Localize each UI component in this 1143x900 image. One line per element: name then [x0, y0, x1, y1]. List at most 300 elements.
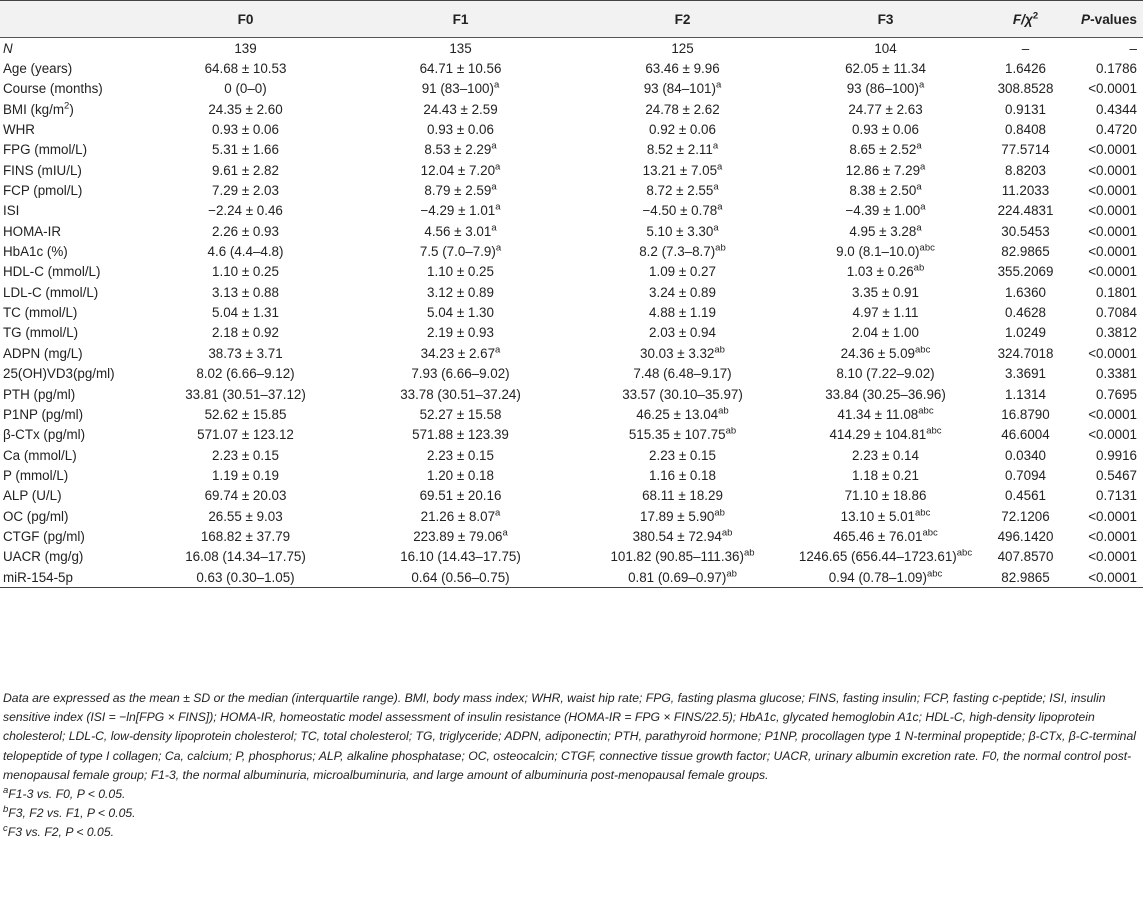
cell-value: 41.34 ± 11.08: [837, 406, 919, 422]
cell-f0: [140, 343, 351, 363]
table-row: [0, 343, 1143, 363]
cell-value: 414.29 ± 104.81: [829, 427, 927, 443]
cell-f3: [795, 364, 976, 384]
cell-p-value: 0.7695: [1096, 386, 1137, 402]
header-label: [0, 1, 140, 38]
cell-stat: 72.1206: [1001, 508, 1050, 524]
cell-stat: 1.6360: [1005, 284, 1046, 300]
significance-mark: a: [715, 79, 722, 91]
cell-value: 7.93 (6.66–9.02): [411, 366, 510, 382]
table-row: [0, 99, 1143, 119]
significance-mark: a: [916, 222, 922, 234]
cell-f0: [140, 262, 351, 282]
cell-value: 24.35 ± 2.60: [208, 101, 283, 117]
cell-stat: 0.8408: [1005, 122, 1046, 138]
cell-f0: [140, 79, 351, 99]
row-label: [0, 526, 140, 546]
significance-mark: ab: [714, 507, 725, 519]
cell-p-value: <0.0001: [1088, 427, 1137, 443]
cell-p-value: 0.4720: [1096, 122, 1137, 138]
cell-value: 0.64 (0.56–0.75): [411, 569, 510, 585]
cell-stat: 496.1420: [997, 528, 1054, 544]
table-row: [0, 323, 1143, 343]
significance-mark: ab: [725, 425, 737, 437]
row-label: [0, 343, 140, 363]
cell-f2: [570, 221, 795, 241]
cell-value: 33.78 (30.51–37.24): [400, 386, 521, 402]
row-label-text: miR-154-5p: [3, 569, 73, 585]
table-row: [0, 79, 1143, 99]
cell-f3: [795, 302, 976, 322]
cell-f1: [351, 140, 570, 160]
cell-value: 13.21 ± 7.05: [642, 162, 718, 178]
row-label: [0, 99, 140, 119]
cell-f3: [795, 79, 976, 99]
cell-f3: [795, 221, 976, 241]
cell-value: 5.04 ± 1.30: [427, 305, 494, 321]
row-label-text: TG (mmol/L): [3, 325, 79, 341]
cell-p-value: <0.0001: [1075, 567, 1143, 588]
cell-f1: [351, 465, 570, 485]
cell-f1: [351, 323, 570, 343]
cell-value: 3.24 ± 0.89: [649, 284, 716, 300]
row-label: [0, 302, 140, 322]
cell-stat: 1.6426: [1005, 61, 1046, 77]
cell-value: 71.10 ± 18.86: [844, 488, 927, 504]
cell-value: 91 (83–100): [421, 81, 494, 97]
cell-f0: [140, 486, 351, 506]
significance-mark: a: [495, 344, 501, 356]
cell-f2: [570, 323, 795, 343]
cell-value: 93 (86–100): [846, 81, 919, 97]
cell-p-value: <0.0001: [1088, 203, 1137, 219]
row-label: [0, 221, 140, 241]
cell-f0: [140, 99, 351, 119]
cell-p-value: <0.0001: [1088, 528, 1137, 544]
cell-f1: [351, 282, 570, 302]
cell-p-value: <0.0001: [1088, 549, 1137, 565]
cell-f2: [570, 445, 795, 465]
cell-f0: [140, 119, 351, 139]
cell-f3: [795, 119, 976, 139]
cell-f2: [570, 506, 795, 526]
cell-p-value: 0.1786: [1096, 61, 1137, 77]
header-f2: F2: [570, 1, 795, 38]
cell-value: 7.48 (6.48–9.17): [633, 366, 732, 382]
cell-value: 24.78 ± 2.62: [645, 101, 720, 117]
table-row: [0, 465, 1143, 485]
cell-stat: 30.5453: [1001, 223, 1050, 239]
row-label: [0, 486, 140, 506]
cell-value: 0.93 ± 0.06: [427, 122, 494, 138]
significance-mark: a: [920, 161, 926, 173]
cell-f1: [351, 221, 570, 241]
significance-mark: abc: [956, 547, 973, 559]
cell-value: 12.86 ± 7.29: [845, 162, 921, 178]
row-label-text: ALP (U/L): [3, 488, 62, 504]
cell-f1: [351, 99, 570, 119]
cell-p-value: <0.0001: [1088, 162, 1137, 178]
cell-value: 3.13 ± 0.88: [212, 284, 279, 300]
cell-p-value: 0.4344: [1096, 101, 1137, 117]
cell-f0: [140, 160, 351, 180]
cell-value: 69.51 ± 20.16: [419, 488, 502, 504]
cell-value: 1.03 ± 0.26: [846, 264, 914, 280]
cell-value: 104: [874, 40, 897, 56]
cell-value: 33.84 (30.25–36.96): [825, 386, 946, 402]
table-row: [0, 160, 1143, 180]
cell-value: 64.71 ± 10.56: [419, 61, 502, 77]
row-label-text: FINS (mIU/L): [3, 162, 82, 178]
cell-value: 16.10 (14.43–17.75): [400, 549, 521, 565]
cell-f1: [351, 262, 570, 282]
cell-value: 8.52 ± 2.11: [646, 142, 713, 158]
cell-f1: [351, 384, 570, 404]
footnote-a-mark: a: [3, 784, 9, 796]
cell-p-value: <0.0001: [1088, 142, 1137, 158]
cell-value: 168.82 ± 37.79: [200, 528, 291, 544]
cell-value: 571.07 ± 123.12: [197, 427, 294, 443]
cell-stat: –: [1021, 40, 1030, 56]
cell-f2: [570, 180, 795, 200]
row-label-text: OC (pg/ml): [3, 508, 69, 524]
cell-value: 93 (84–101): [643, 81, 716, 97]
cell-f3: [795, 506, 976, 526]
row-label-text: LDL-C (mmol/L): [3, 284, 99, 300]
cell-value: 101.82 (90.85–111.36): [610, 549, 744, 565]
cell-value: 8.65 ± 2.52: [849, 142, 917, 158]
cell-value: 380.54 ± 72.94: [632, 528, 722, 544]
row-label-text: TC (mmol/L): [3, 305, 78, 321]
cell-f1: [351, 445, 570, 465]
cell-f0: [140, 547, 351, 567]
table-row: [0, 567, 1143, 588]
cell-value: 1.16 ± 0.18: [649, 467, 716, 483]
cell-f1: [351, 425, 570, 445]
cell-value: 125: [671, 40, 694, 56]
cell-value: 1.10 ± 0.25: [427, 264, 494, 280]
cell-f2: [570, 302, 795, 322]
significance-mark: a: [713, 222, 719, 234]
cell-value: 1.18 ± 0.21: [852, 467, 919, 483]
row-label: [0, 262, 140, 282]
cell-stat: 0.7094: [1005, 467, 1046, 483]
footnote-b-mark: b: [3, 804, 9, 816]
significance-mark: abc: [919, 242, 935, 254]
table-row: [0, 302, 1143, 322]
cell-f0: [140, 140, 351, 160]
cell-f1: [351, 364, 570, 384]
row-label: [0, 119, 140, 139]
cell-value: 33.81 (30.51–37.12): [185, 386, 306, 402]
cell-value: 26.55 ± 9.03: [208, 508, 283, 524]
cell-f3: [795, 282, 976, 302]
row-label: [0, 58, 140, 78]
cell-stat: 0.0340: [1005, 447, 1046, 463]
cell-f2: [570, 140, 795, 160]
cell-stat: 308.8528: [997, 81, 1054, 97]
row-label: [0, 465, 140, 485]
cell-value: 2.26 ± 0.93: [212, 223, 279, 239]
cell-value: 8.02 (6.66–9.12): [196, 366, 295, 382]
row-label: [0, 180, 140, 200]
cell-value: 2.23 ± 0.15: [649, 447, 716, 463]
cell-value: 9.61 ± 2.82: [212, 162, 279, 178]
cell-f1: [351, 302, 570, 322]
row-label-text: FPG (mmol/L): [3, 142, 88, 158]
significance-mark: ab: [743, 547, 755, 559]
cell-value: 8.38 ± 2.50: [849, 183, 917, 199]
cell-f2: [570, 79, 795, 99]
cell-value: 223.89 ± 79.06: [413, 528, 503, 544]
cell-p-value: 0.5467: [1096, 467, 1137, 483]
row-label: [0, 425, 140, 445]
footnote-b: [3, 804, 1139, 823]
cell-value: 12.04 ± 7.20: [420, 162, 496, 178]
header-stat-sup: 2: [1032, 9, 1039, 21]
row-label-text: PTH (pg/ml): [3, 386, 76, 402]
cell-f2: [570, 547, 795, 567]
table-row: [0, 180, 1143, 200]
cell-value: 16.08 (14.34–17.75): [185, 549, 306, 565]
row-label-text: P1NP (pg/ml): [3, 406, 84, 422]
row-label: [0, 445, 140, 465]
row-label: [0, 201, 140, 221]
cell-p-value: <0.0001: [1088, 81, 1137, 97]
cell-f3: [795, 526, 976, 546]
cell-f3: [795, 486, 976, 506]
row-label-text: P (mmol/L): [3, 467, 69, 483]
cell-f1: [351, 404, 570, 424]
cell-value: 0 (0–0): [224, 81, 267, 97]
cell-f3: [795, 38, 976, 59]
row-label: [0, 384, 140, 404]
cell-stat: 1.1314: [1005, 386, 1046, 402]
significance-mark: ab: [718, 405, 729, 417]
cell-value: 2.23 ± 0.15: [427, 447, 494, 463]
cell-f2: [570, 465, 795, 485]
row-label-text: HOMA-IR: [3, 223, 62, 239]
cell-value: 24.36 ± 5.09: [840, 345, 916, 361]
significance-mark: a: [495, 161, 501, 173]
cell-f2: [570, 282, 795, 302]
cell-p-value: <0.0001: [1088, 508, 1137, 524]
cell-value: 0.92 ± 0.06: [649, 122, 716, 138]
cell-stat: 8.8203: [1005, 162, 1046, 178]
cell-f3: [795, 262, 976, 282]
table-row: [0, 241, 1143, 261]
row-label: [0, 282, 140, 302]
significance-mark: a: [916, 140, 922, 152]
row-label: [0, 323, 140, 343]
cell-p-value: <0.0001: [1088, 244, 1137, 260]
cell-value: 5.04 ± 1.31: [212, 305, 279, 321]
table-row: [0, 506, 1143, 526]
table-row: [0, 486, 1143, 506]
cell-value: 33.57 (30.10–35.97): [622, 386, 743, 402]
cell-p-value: <0.0001: [1088, 345, 1137, 361]
cell-f0: [140, 221, 351, 241]
cell-f3: [795, 160, 976, 180]
row-label: [0, 140, 140, 160]
cell-f1: [351, 506, 570, 526]
cell-stat: 0.4561: [1005, 488, 1046, 504]
row-label: [0, 160, 140, 180]
significance-mark: ab: [721, 527, 733, 539]
cell-value: 8.79 ± 2.59: [424, 183, 492, 199]
significance-mark: a: [493, 79, 500, 91]
cell-value: 8.10 (7.22–9.02): [836, 366, 935, 382]
cell-f3: [795, 343, 976, 363]
row-label-text: HbA1c (%): [3, 244, 68, 260]
table-row: [0, 445, 1143, 465]
significance-mark: a: [717, 201, 723, 213]
row-label-text: Course (months): [3, 81, 103, 97]
cell-value: 0.94 (0.78–1.09): [828, 569, 927, 585]
row-label: [0, 79, 140, 99]
cell-f2: [570, 364, 795, 384]
cell-stat: 0.4628: [1005, 305, 1046, 321]
cell-f1: [351, 180, 570, 200]
cell-value: 2.03 ± 0.94: [649, 325, 716, 341]
cell-stat: 224.4831: [997, 203, 1054, 219]
cell-p-value: 0.3812: [1096, 325, 1137, 341]
header-stat: [976, 1, 1075, 38]
cell-f2: [570, 425, 795, 445]
cell-f0: [140, 425, 351, 445]
cell-value: 69.74 ± 20.03: [204, 488, 287, 504]
cell-f1: [351, 201, 570, 221]
row-label-text: CTGF (pg/ml): [3, 528, 85, 544]
cell-f2: [570, 38, 795, 59]
cell-value: 8.53 ± 2.29: [424, 142, 492, 158]
cell-f0: [140, 364, 351, 384]
cell-value: 24.43 ± 2.59: [423, 101, 498, 117]
significance-mark: a: [495, 507, 501, 519]
significance-mark: a: [717, 161, 723, 173]
cell-p-value: 0.7084: [1096, 305, 1137, 321]
cell-p-value: 0.3381: [1096, 366, 1137, 382]
cell-value: 0.93 ± 0.06: [852, 122, 919, 138]
row-label-text: N: [3, 40, 13, 56]
cell-value: 24.77 ± 2.63: [848, 101, 923, 117]
cell-f2: [570, 486, 795, 506]
cell-f0: [140, 201, 351, 221]
row-label-text: Age (years): [3, 61, 73, 77]
row-label: [0, 547, 140, 567]
cell-f0: [140, 323, 351, 343]
cell-value: 0.93 ± 0.06: [212, 122, 279, 138]
cell-stat: 11.2033: [1001, 183, 1050, 199]
cell-value: 7.29 ± 2.03: [212, 183, 279, 199]
header-p: [1075, 1, 1143, 38]
table-row: [0, 58, 1143, 78]
cell-value: 571.88 ± 123.39: [412, 427, 509, 443]
table-row: [0, 425, 1143, 445]
cell-value: 4.6 (4.4–4.8): [207, 244, 284, 260]
significance-mark: abc: [915, 344, 931, 356]
cell-stat: 82.9865: [976, 567, 1075, 588]
cell-value: −2.24 ± 0.46: [208, 203, 283, 219]
cell-value: 0.81 (0.69–0.97): [628, 569, 727, 585]
table-row: [0, 404, 1143, 424]
row-label-text: FCP (pmol/L): [3, 183, 83, 199]
cell-f3: [795, 58, 976, 78]
row-label-text: UACR (mg/g): [3, 549, 84, 565]
cell-value: 5.31 ± 1.66: [212, 142, 279, 158]
cell-f2: [570, 526, 795, 546]
cell-value: 2.23 ± 0.14: [852, 447, 919, 463]
cell-f3: [795, 425, 976, 445]
significance-mark: a: [920, 201, 926, 213]
cell-f1: [351, 343, 570, 363]
header-stat-text: F/χ: [1012, 11, 1033, 27]
row-label-sup: 2: [64, 100, 70, 112]
cell-value: 515.35 ± 107.75: [628, 427, 726, 443]
cell-f2: [570, 384, 795, 404]
cell-stat: 355.2069: [997, 264, 1054, 280]
cell-value: 4.95 ± 3.28: [849, 223, 917, 239]
cell-value: 52.27 ± 15.58: [419, 406, 502, 422]
significance-mark: ab: [715, 242, 726, 254]
footnote-b-text: F3, F2 vs. F1, P < 0.05.: [8, 806, 136, 821]
significance-mark: abc: [918, 405, 934, 417]
header-f3: F3: [795, 1, 976, 38]
row-label: [0, 404, 140, 424]
cell-value: 3.35 ± 0.91: [852, 284, 919, 300]
cell-f0: [140, 506, 351, 526]
cell-value: 7.5 (7.0–7.9): [419, 244, 496, 260]
cell-p-value: 0.9916: [1096, 447, 1137, 463]
cell-p-value: 0.7131: [1096, 488, 1137, 504]
significance-mark: a: [495, 242, 502, 254]
cell-f3: [795, 180, 976, 200]
row-label-text: WHR: [3, 122, 35, 138]
significance-mark: a: [491, 181, 497, 193]
cell-value: 4.88 ± 1.19: [649, 305, 716, 321]
cell-value: −4.39 ± 1.00: [845, 203, 921, 219]
cell-stat: 82.9865: [1001, 244, 1050, 260]
cell-p-value: <0.0001: [1088, 183, 1137, 199]
cell-value: 13.10 ± 5.01: [840, 508, 916, 524]
row-label-text: β-CTx (pg/ml): [3, 427, 86, 443]
significance-mark: a: [713, 181, 719, 193]
row-label-text: BMI (kg/m: [3, 101, 65, 117]
table-row: [0, 282, 1143, 302]
cell-f0: [140, 526, 351, 546]
cell-value: 465.46 ± 76.01: [833, 528, 923, 544]
cell-stat: 46.6004: [1001, 427, 1050, 443]
cell-value: 2.19 ± 0.93: [427, 325, 494, 341]
header-f0: F0: [140, 1, 351, 38]
row-label: [0, 567, 140, 588]
row-label-text: HDL-C (mmol/L): [3, 264, 101, 280]
significance-mark: abc: [922, 527, 938, 539]
cell-value: 8.72 ± 2.55: [646, 183, 714, 199]
header-f1: F1: [351, 1, 570, 38]
cell-f3: [795, 445, 976, 465]
cell-f0: [140, 404, 351, 424]
cell-value: 46.25 ± 13.04: [636, 406, 719, 422]
notes-main: Data are expressed as the mean ± SD or the median (interquartile range). BMI, body mass index; WHR, waist hip rate; FPG, fasting plasma glucose; FINS, fasting insulin; FCP, fasting c-peptide; ISI, insulin sensitive index (ISI = −ln[FPG × FINS]); HOMA-IR, homeostatic model assessment of insulin resistance (HOMA-IR = FPG × FINS/22.5); HbA1c, glycated hemoglobin A1c; HDL-C, high-density lipoprotein cholesterol; LDL-C, low-density lipoprotein cholesterol; TC, total cholesterol; TG, triglyceride; ADPN, adiponectin; PTH, parathyroid hormone; P1NP, procollagen type 1 N-terminal propeptide; β-CTx, β-C-terminal telopeptide of type I collagen; Ca, calcium; P, phosphorus; ALP, alkaline phosphatase; OC, osteocalcin; CTGF, connective tissue growth factor; UACR, urinary albumin excretion rate. F0, the normal control post-menopausal female group; F1-3, the normal albuminuria, microalbuminuria, and large amount of albuminuria post-menopausal female groups.: [3, 691, 1136, 782]
header-row: [0, 1, 1143, 38]
row-label: [0, 38, 140, 59]
cell-f2: [570, 262, 795, 282]
cell-f1: [351, 79, 570, 99]
cell-value: 17.89 ± 5.90: [640, 508, 715, 524]
cell-f2: [570, 99, 795, 119]
cell-p-value: <0.0001: [1088, 264, 1137, 280]
